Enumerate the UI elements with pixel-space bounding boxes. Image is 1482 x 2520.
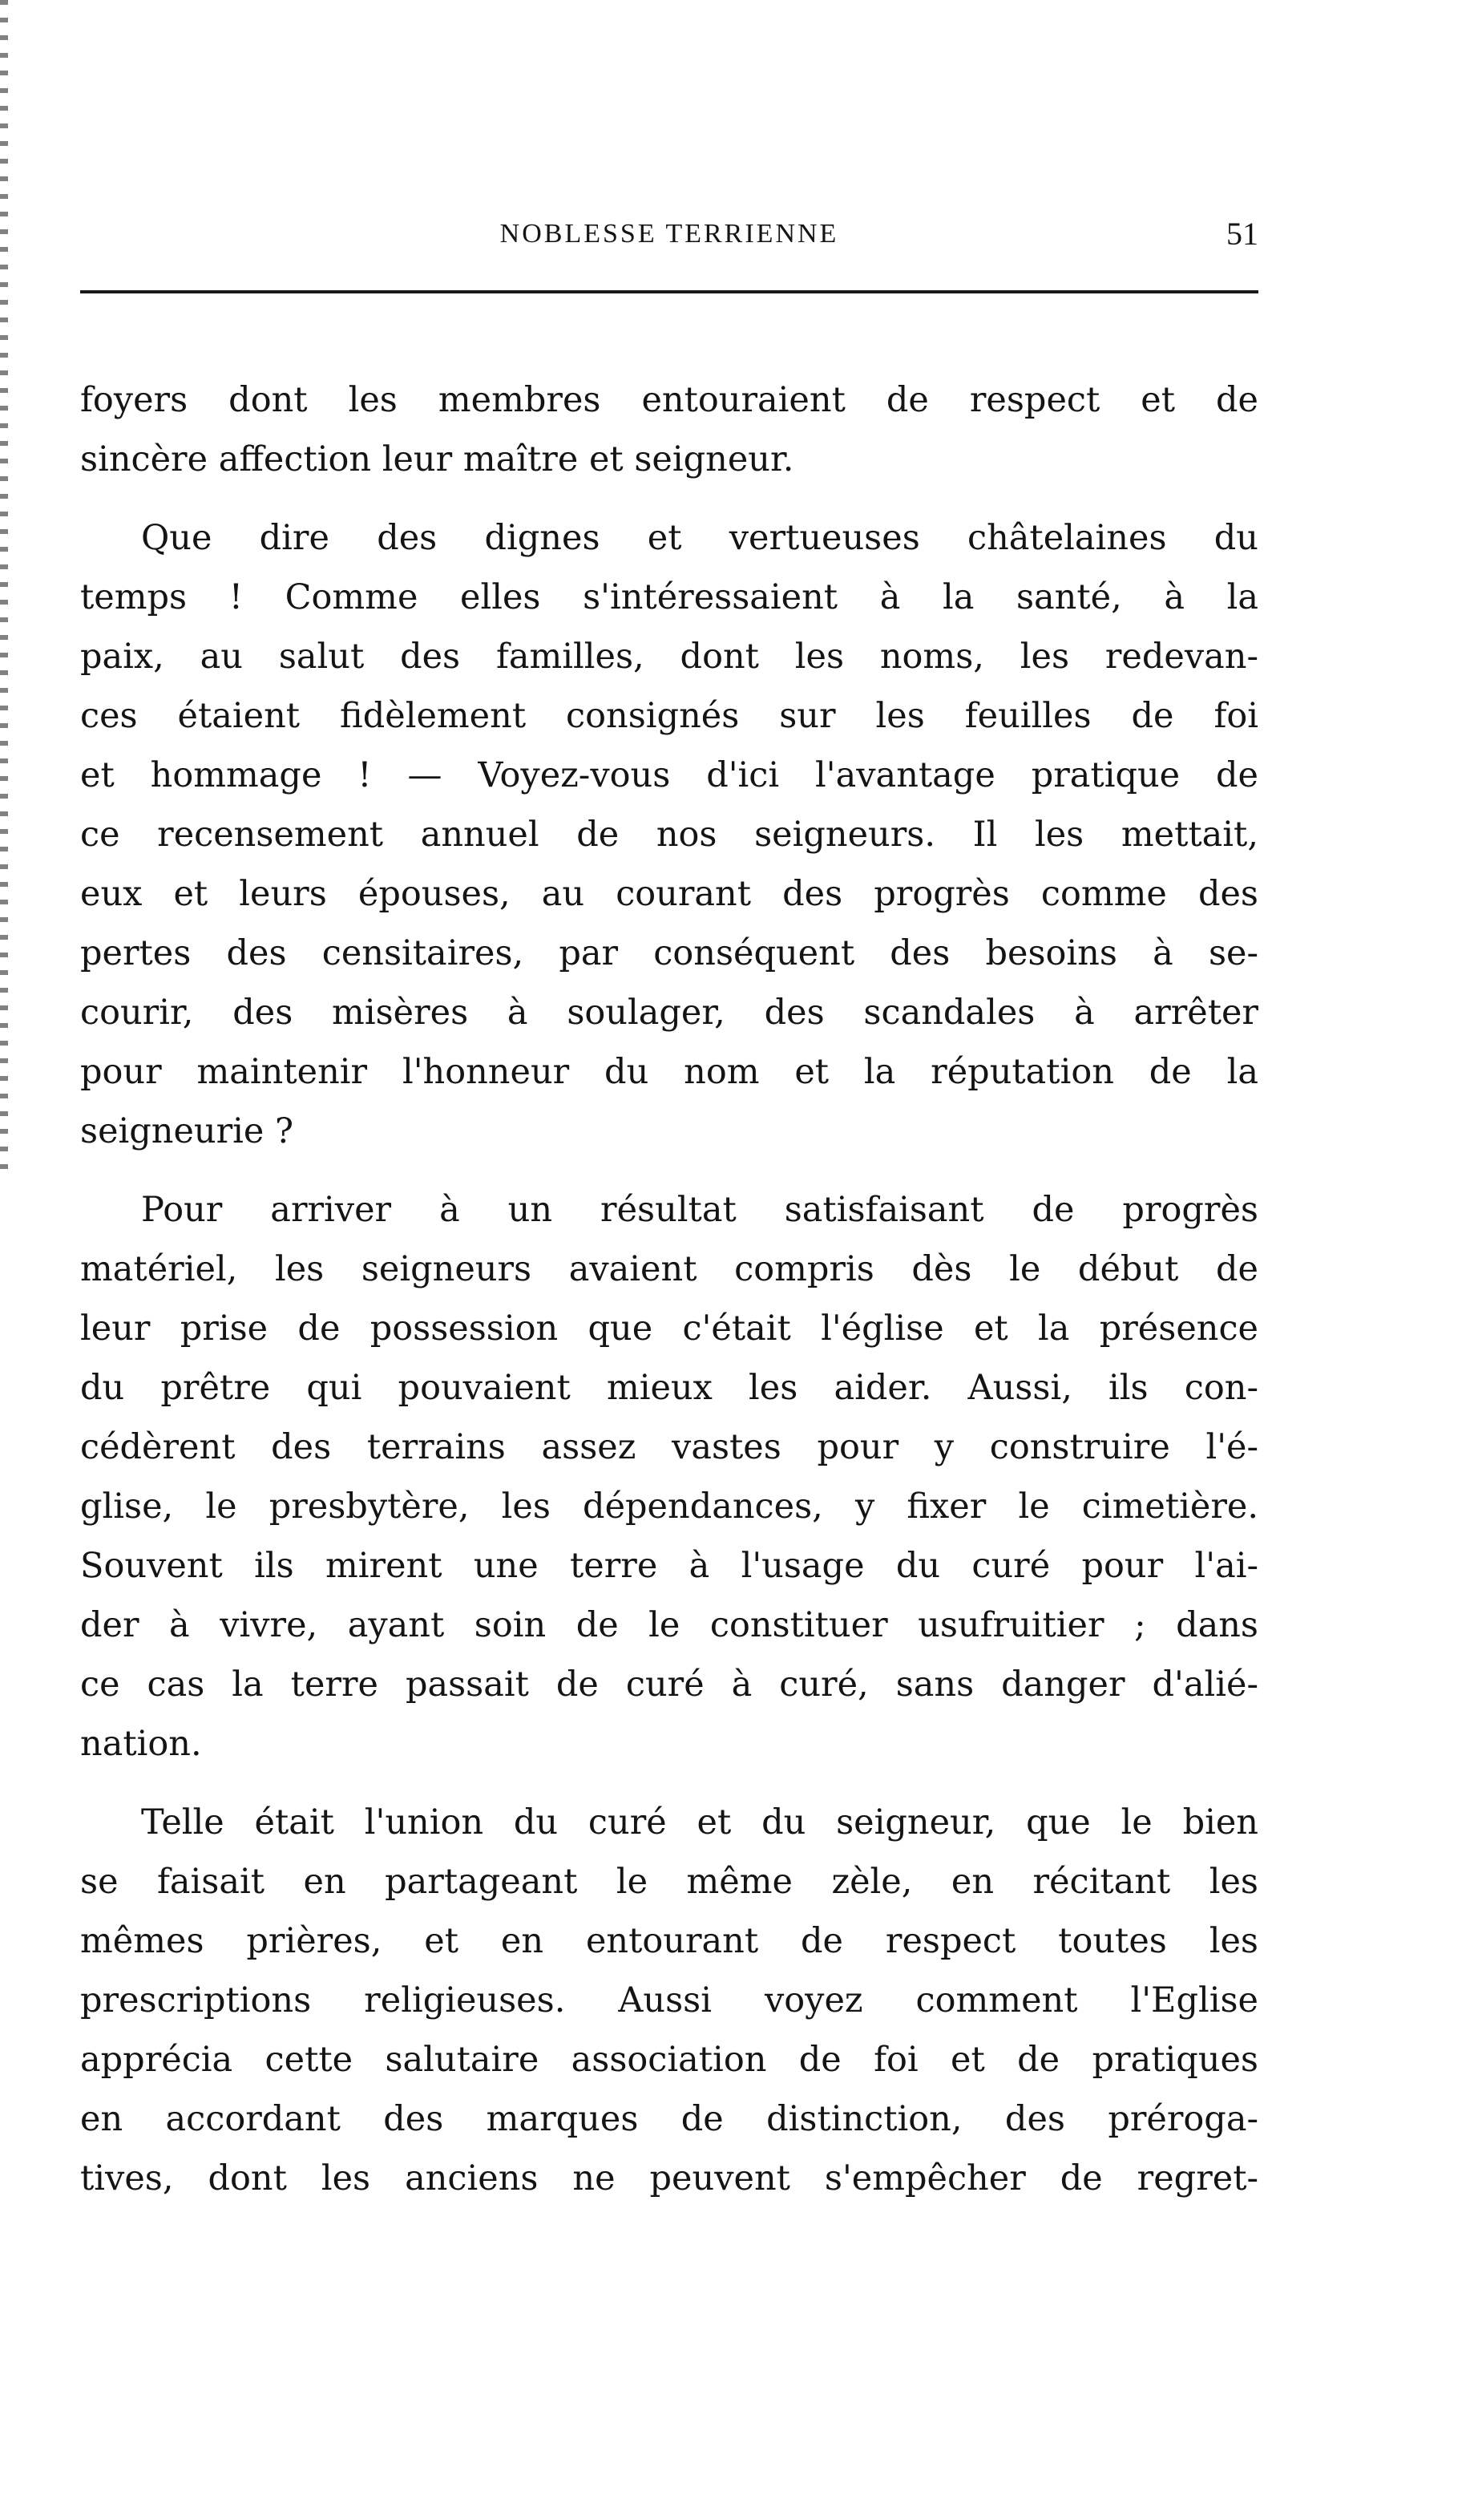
text-line: Souvent ils mirent une terre à l'usage du curé pour l'ai- — [80, 1546, 1258, 1586]
text-line: matériel, les seigneurs avaient compris dès le début de — [80, 1249, 1258, 1289]
text-line: et hommage ! — Voyez-vous d'ici l'avantage pratique de — [80, 755, 1258, 795]
text-line: mêmes prières, et en entourant de respect toutes les — [80, 1921, 1258, 1961]
text-line: seigneurie ? — [80, 1111, 294, 1151]
text-line: nation. — [80, 1724, 202, 1764]
paragraph-4 — [80, 1793, 1258, 2208]
text-line: en accordant des marques de distinction, des préroga- — [80, 2099, 1258, 2139]
page-number: 51 — [1226, 216, 1258, 252]
text-line: glise, le presbytère, les dépendances, y fixer le cimetière. — [80, 1487, 1258, 1527]
text-line: paix, au salut des familles, dont les noms, les redevan- — [80, 637, 1258, 677]
text-line: Pour arriver à un résultat satisfaisant de progrès — [141, 1190, 1258, 1230]
paragraph-1 — [80, 370, 1258, 489]
text-line: ce recensement annuel de nos seigneurs. Il les mettait, — [80, 815, 1258, 855]
text-line: der à vivre, ayant soin de le constituer usufruitier ; dans — [80, 1605, 1258, 1645]
text-line: prescriptions religieuses. Aussi voyez comment l'Eglise — [80, 1980, 1258, 2020]
body-text — [80, 370, 1258, 2210]
text-line: cédèrent des terrains assez vastes pour y construire l'é- — [80, 1427, 1258, 1467]
text-line: du prêtre qui pouvaient mieux les aider. Aussi, ils con- — [80, 1368, 1258, 1408]
text-line: temps ! Comme elles s'intéressaient à la santé, à la — [80, 577, 1258, 617]
paragraph-2 — [80, 508, 1258, 1161]
text-line: apprécia cette salutaire association de foi et de pratiques — [80, 2040, 1258, 2080]
scan-page-edge — [0, 0, 8, 1171]
text-line: pertes des censitaires, par conséquent des besoins à se- — [80, 933, 1258, 973]
running-header — [80, 210, 1258, 258]
text-line: foyers dont les membres entouraient de respect et de — [80, 380, 1258, 420]
text-line: se faisait en partageant le même zèle, en récitant les — [80, 1862, 1258, 1902]
text-line: Que dire des dignes et vertueuses châtelaines du — [141, 518, 1258, 558]
text-line: sincère affection leur maître et seigneur. — [80, 439, 794, 479]
text-line: Telle était l'union du curé et du seigneur, que le bien — [141, 1802, 1258, 1842]
text-line: ce cas la terre passait de curé à curé, sans danger d'alié- — [80, 1664, 1258, 1705]
running-title: NOBLESSE TERRIENNE — [499, 219, 839, 249]
text-line: ces étaient fidèlement consignés sur les feuilles de foi — [80, 696, 1258, 736]
text-line: leur prise de possession que c'était l'église et la présence — [80, 1309, 1258, 1349]
text-line: tives, dont les anciens ne peuvent s'empêcher de regret- — [80, 2158, 1258, 2198]
header-rule — [80, 290, 1258, 293]
text-line: courir, des misères à soulager, des scandales à arrêter — [80, 993, 1258, 1033]
text-line: eux et leurs épouses, au courant des progrès comme des — [80, 874, 1258, 914]
text-line: pour maintenir l'honneur du nom et la réputation de la — [80, 1052, 1258, 1092]
paragraph-3 — [80, 1180, 1258, 1774]
